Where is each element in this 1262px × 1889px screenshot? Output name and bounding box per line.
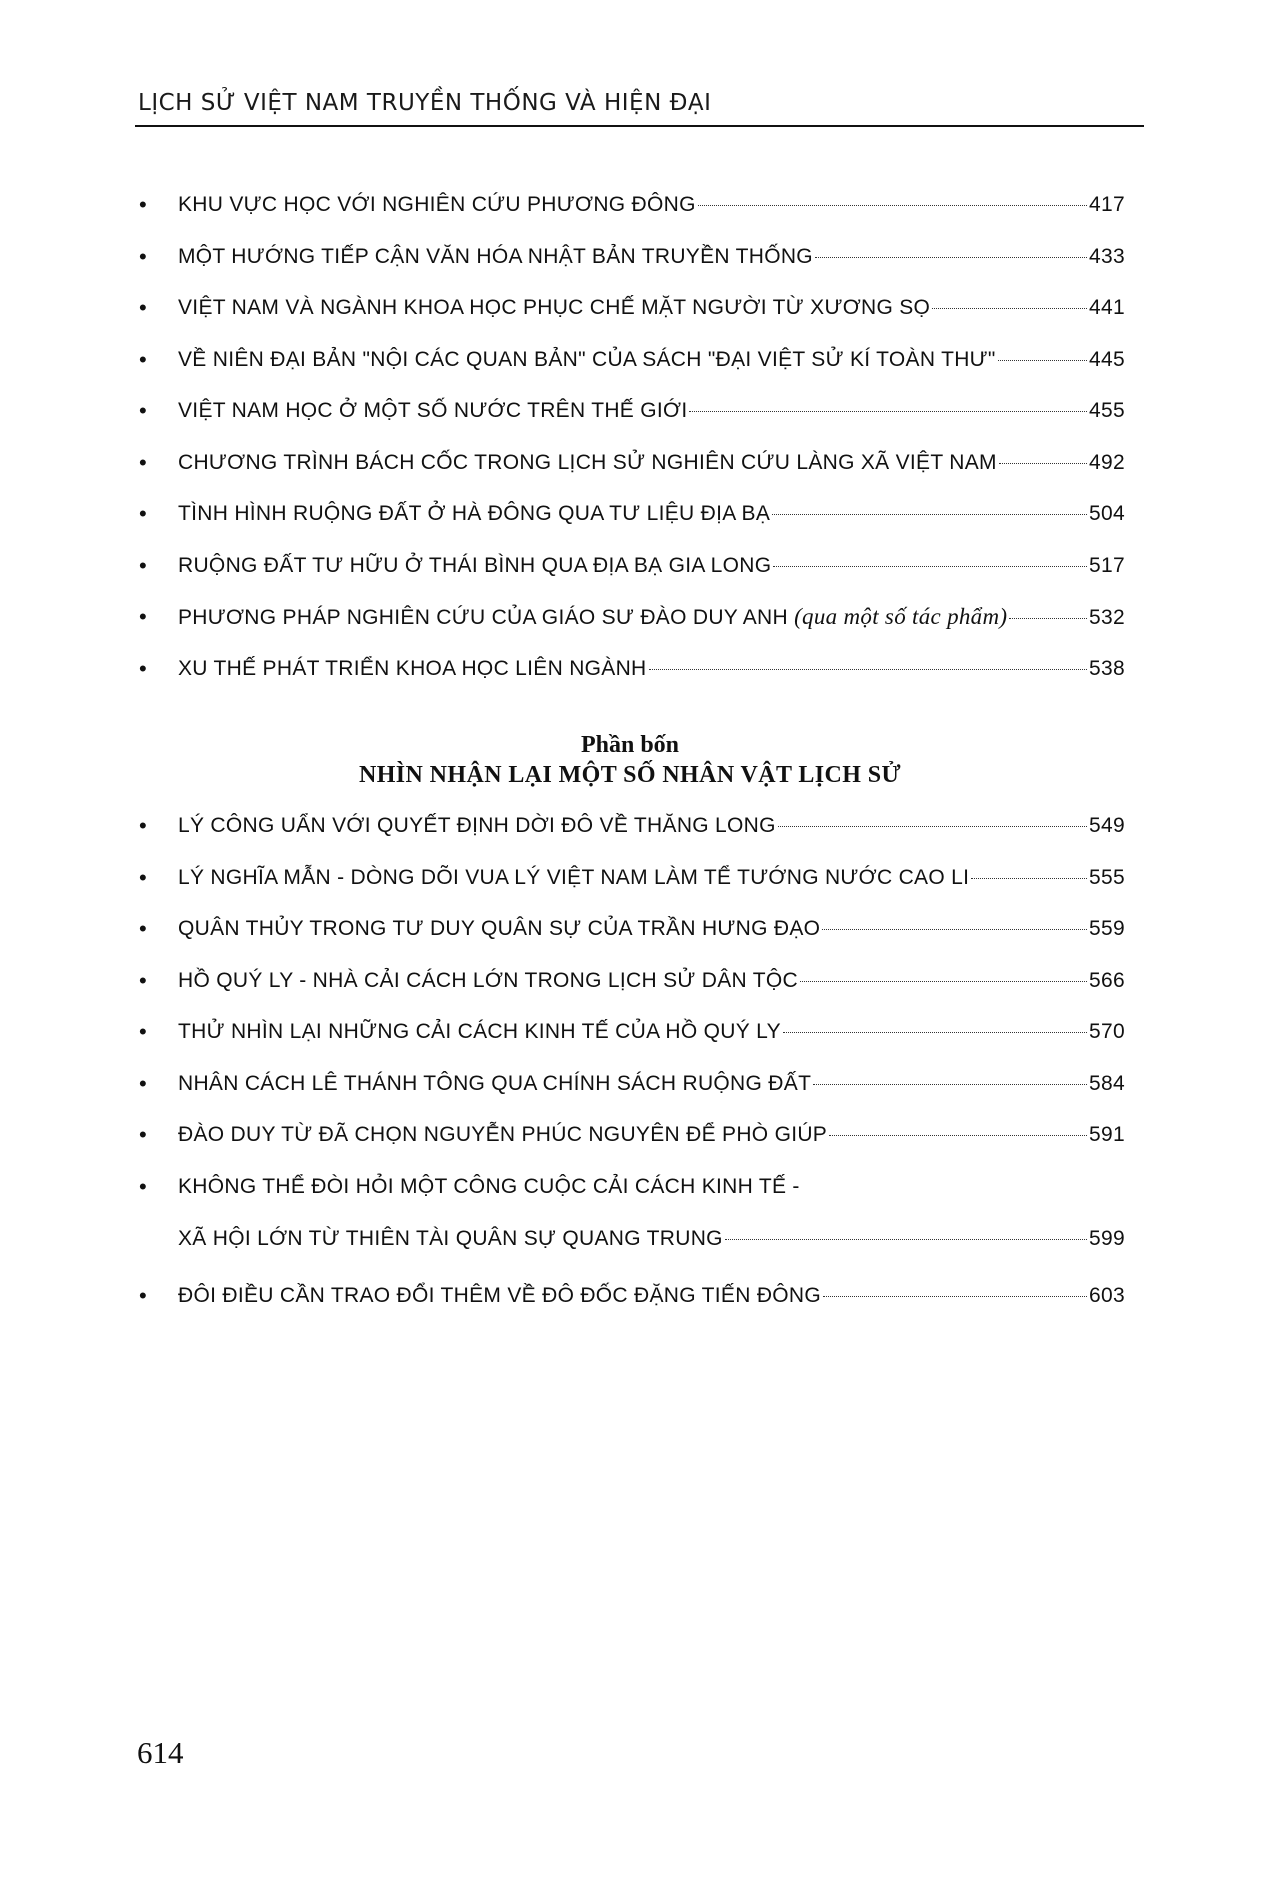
dot-leader: [999, 463, 1087, 464]
dot-leader: [783, 1032, 1087, 1033]
dot-leader: [932, 308, 1087, 309]
toc-entry[interactable]: [135, 914, 1125, 966]
dot-leader: [698, 205, 1087, 206]
toc-entry-page: 555: [1089, 865, 1125, 889]
bullet-icon: •: [139, 449, 148, 475]
bullet-icon: •: [139, 243, 148, 269]
toc-entry-title: QUÂN THỦY TRONG TƯ DUY QUÂN SỰ CỦA TRẦN HƯNG ĐẠO: [178, 917, 821, 940]
bullet-icon: •: [139, 501, 148, 526]
toc-entry-page: 492: [1089, 450, 1125, 474]
toc-entry-page: 549: [1089, 814, 1125, 837]
toc-section-b: [135, 811, 1125, 1332]
toc-entry-page: 559: [1089, 917, 1125, 940]
toc-entry-title: LÝ CÔNG UẨN VỚI QUYẾT ĐỊNH DỜI ĐÔ VỀ THĂNG LONG: [178, 814, 776, 837]
toc-entry-title: VIỆT NAM VÀ NGÀNH KHOA HỌC PHỤC CHẾ MẶT NGƯỜI TỪ XƯƠNG SỌ: [178, 296, 931, 319]
toc-entry-title: LÝ NGHĨA MẪN - DÒNG DÕI VUA LÝ VIỆT NAM LÀM TỂ TƯỚNG NƯỚC CAO LI: [178, 865, 970, 889]
toc-entry-title: CHƯƠNG TRÌNH BÁCH CỐC TRONG LỊCH SỬ NGHIÊN CỨU LÀNG XÃ VIỆT NAM: [178, 450, 997, 474]
toc-entry-title: RUỘNG ĐẤT TƯ HỮU Ở THÁI BÌNH QUA ĐỊA BẠ GIA LONG: [178, 553, 772, 577]
toc-entry-title: MỘT HƯỚNG TIẾP CẬN VĂN HÓA NHẬT BẢN TRUYỀN THỐNG: [178, 244, 813, 268]
bullet-icon: •: [139, 192, 148, 217]
part-title: NHÌN NHẬN LẠI MỘT SỐ NHÂN VẬT LỊCH SỬ: [359, 762, 901, 788]
toc-entry[interactable]: [135, 448, 1125, 500]
toc-entry-page: 433: [1089, 244, 1125, 268]
bullet-icon: •: [139, 604, 148, 629]
bullet-icon: •: [139, 1019, 148, 1044]
bullet-icon: •: [139, 1173, 148, 1199]
toc-entry[interactable]: [135, 1069, 1125, 1121]
toc-entry[interactable]: [135, 345, 1125, 397]
bullet-icon: •: [139, 1282, 148, 1308]
part-heading: [135, 730, 1125, 790]
toc-entry-title-line1: KHÔNG THỂ ĐÒI HỎI MỘT CÔNG CUỘC CẢI CÁCH KINH TẾ -: [178, 1174, 800, 1198]
toc-entry-title: KHU VỰC HỌC VỚI NGHIÊN CỨU PHƯƠNG ĐÔNG: [178, 193, 696, 216]
toc-entry[interactable]: [135, 242, 1125, 294]
toc-entry[interactable]: [135, 1120, 1125, 1172]
toc-entry[interactable]: [135, 811, 1125, 863]
bullet-icon: •: [139, 295, 148, 320]
toc-entry-page: 584: [1089, 1071, 1125, 1095]
toc-entry-title: HỒ QUÝ LY - NHÀ CẢI CÁCH LỚN TRONG LỊCH SỬ DÂN TỘC: [178, 968, 798, 992]
toc-entry-title: VIỆT NAM HỌC Ở MỘT SỐ NƯỚC TRÊN THẾ GIỚI: [178, 399, 688, 422]
toc-entry[interactable]: [135, 966, 1125, 1018]
bullet-icon: •: [139, 398, 148, 423]
running-header: LỊCH SỬ VIỆT NAM TRUYỀN THỐNG VÀ HIỆN ĐẠI: [138, 90, 712, 116]
dot-leader: [815, 257, 1087, 258]
toc-entry-page: 504: [1089, 502, 1125, 525]
toc-entry-page: 532: [1089, 606, 1125, 629]
toc-entry-page: 441: [1089, 296, 1125, 319]
toc-entry-page: 517: [1089, 553, 1125, 577]
toc-entry-title: XÃ HỘI LỚN TỪ THIÊN TÀI QUÂN SỰ QUANG TRUNG: [178, 1226, 723, 1250]
bullet-icon: •: [139, 967, 148, 993]
toc-entry-page: 538: [1089, 656, 1125, 680]
header-rule: [135, 125, 1144, 127]
toc-entry[interactable]: [135, 602, 1125, 654]
toc-section-a: [135, 190, 1125, 705]
toc-entry-page: 603: [1089, 1283, 1125, 1307]
dot-leader: [813, 1084, 1087, 1085]
toc-entry-title: VỀ NIÊN ĐẠI BẢN "NỘI CÁC QUAN BẢN" CỦA SÁCH "ĐẠI VIỆT SỬ KÍ TOÀN THƯ": [178, 347, 996, 371]
dot-leader: [998, 360, 1087, 361]
toc-entry[interactable]: [135, 1281, 1125, 1333]
part-label: Phần bốn: [580, 732, 680, 758]
dot-leader: [823, 1296, 1087, 1297]
toc-entry[interactable]: [135, 293, 1125, 345]
toc-entry-title: [178, 602, 1007, 633]
dot-leader: [778, 826, 1087, 827]
bullet-icon: •: [139, 864, 148, 890]
dot-leader: [772, 514, 1087, 515]
toc-entry[interactable]: [135, 1017, 1125, 1069]
toc-entry-title-main: PHƯƠNG PHÁP NGHIÊN CỨU CỦA GIÁO SƯ ĐÀO DUY ANH: [178, 606, 795, 629]
bullet-icon: •: [139, 1070, 148, 1096]
dot-leader: [800, 981, 1087, 982]
toc-entry-title: XU THẾ PHÁT TRIỂN KHOA HỌC LIÊN NGÀNH: [178, 656, 647, 680]
toc-entry[interactable]: [135, 396, 1125, 448]
dot-leader: [1009, 618, 1087, 619]
bullet-icon: •: [139, 346, 148, 372]
dot-leader: [689, 411, 1087, 412]
dot-leader: [822, 929, 1087, 930]
dot-leader: [971, 878, 1087, 879]
toc-entry[interactable]: [135, 190, 1125, 242]
toc-entry-title: NHÂN CÁCH LÊ THÁNH TÔNG QUA CHÍNH SÁCH RUỘNG ĐẤT: [178, 1071, 812, 1095]
toc-entry-page: 455: [1089, 399, 1125, 422]
toc-entry[interactable]: [135, 499, 1125, 551]
toc-entry-title: TÌNH HÌNH RUỘNG ĐẤT Ở HÀ ĐÔNG QUA TƯ LIỆU ĐỊA BẠ: [178, 502, 771, 525]
toc-entry-title: ĐÔI ĐIỀU CẦN TRAO ĐỔI THÊM VỀ ĐÔ ĐỐC ĐẶNG TIẾN ĐÔNG: [178, 1283, 822, 1307]
toc-entry[interactable]: [135, 551, 1125, 603]
page-number: 614: [137, 1735, 184, 1770]
toc-entry-title: ĐÀO DUY TỪ ĐÃ CHỌN NGUYỄN PHÚC NGUYÊN ĐỂ PHÒ GIÚP: [178, 1123, 828, 1146]
toc-entry[interactable]: [135, 1172, 1125, 1281]
toc-entry[interactable]: [135, 863, 1125, 915]
bullet-icon: •: [139, 1122, 148, 1147]
toc-entry-page: 599: [1089, 1226, 1125, 1250]
toc-entry-page: 566: [1089, 968, 1125, 992]
toc-entry-title-italic: (qua một số tác phẩm): [794, 604, 1008, 629]
bullet-icon: •: [139, 813, 148, 838]
dot-leader: [649, 669, 1088, 670]
dot-leader: [773, 566, 1087, 567]
toc-entry-page: 417: [1089, 193, 1125, 216]
toc-entry-page: 591: [1089, 1123, 1125, 1146]
toc-entry[interactable]: [135, 654, 1125, 706]
dot-leader: [829, 1135, 1087, 1136]
dot-leader: [725, 1239, 1087, 1240]
toc-entry-page: 445: [1089, 347, 1125, 371]
toc-entry-title: THỬ NHÌN LẠI NHỮNG CẢI CÁCH KINH TẾ CỦA HỒ QUÝ LY: [178, 1020, 781, 1043]
bullet-icon: •: [139, 655, 148, 681]
toc-entry-page: 570: [1089, 1020, 1125, 1043]
bullet-icon: •: [139, 916, 148, 941]
bullet-icon: •: [139, 552, 148, 578]
